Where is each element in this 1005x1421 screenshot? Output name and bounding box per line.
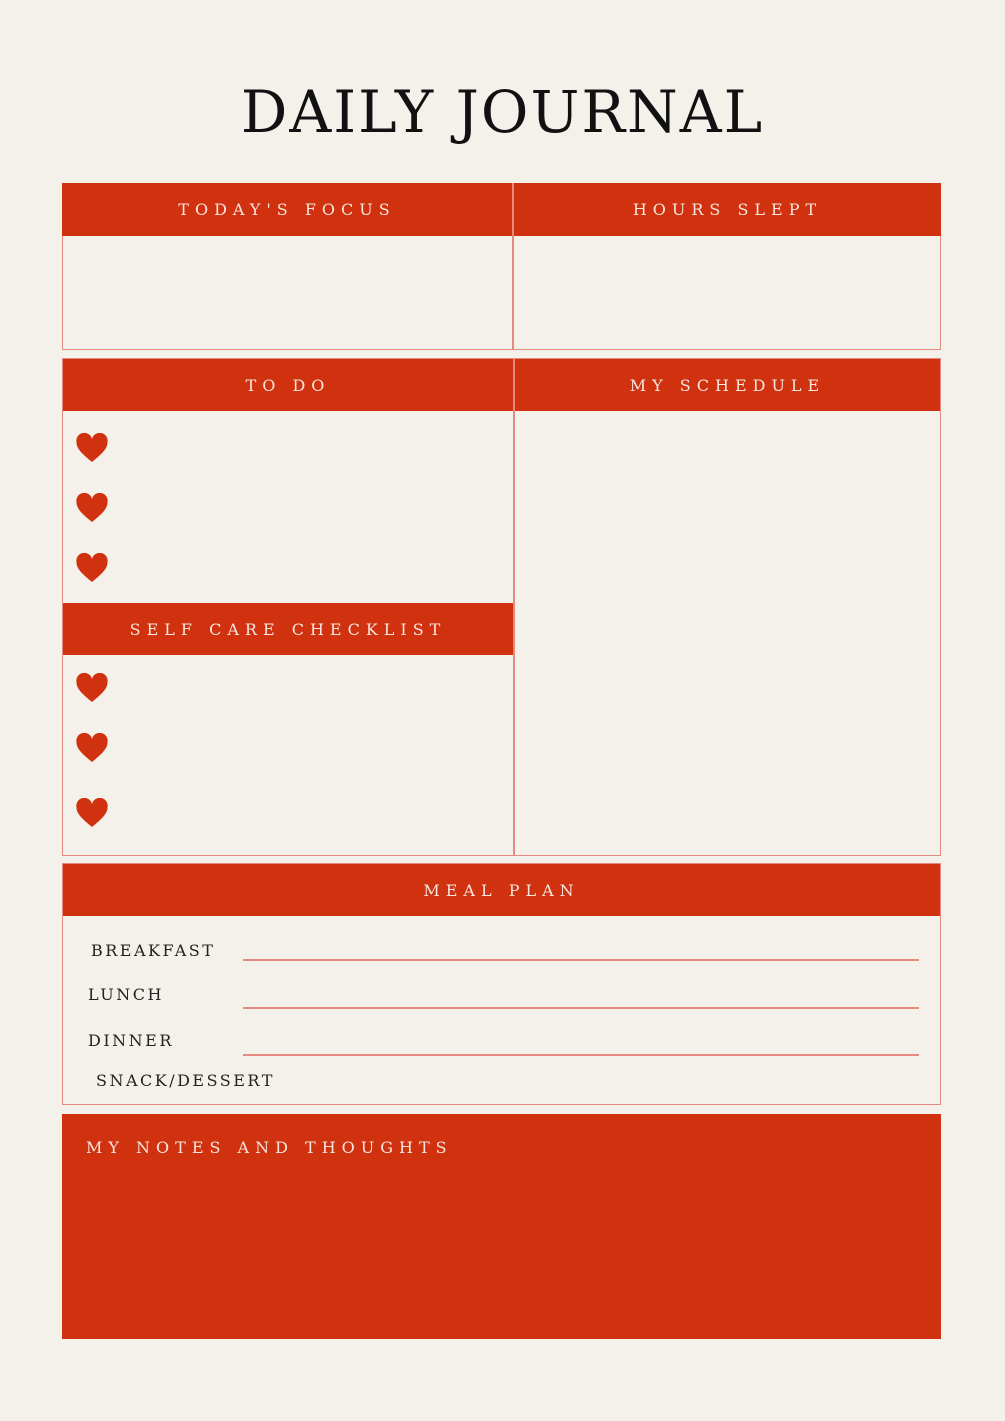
heart-icon[interactable] (75, 433, 109, 463)
meal-plan-header (63, 864, 940, 916)
schedule-header (515, 359, 940, 411)
heart-icon[interactable] (75, 673, 109, 703)
focus-label: TODAY'S FOCUS (178, 200, 396, 219)
hours-slept-label: HOURS SLEPT (632, 200, 823, 219)
hours-slept-header (514, 183, 941, 236)
meal-breakfast-line[interactable] (243, 959, 919, 961)
page-title: DAILY JOURNAL (240, 78, 765, 146)
focus-input-area[interactable] (64, 238, 510, 348)
todo-header (63, 359, 513, 411)
heart-icon[interactable] (75, 798, 109, 828)
meal-lunch-label: LUNCH (88, 985, 164, 1004)
heart-icon[interactable] (75, 493, 109, 523)
hours-slept-input-area[interactable] (515, 238, 939, 348)
notes-panel[interactable] (62, 1114, 941, 1339)
meal-snack-label: SNACK/DESSERT (96, 1071, 275, 1090)
schedule-input-area[interactable] (516, 412, 939, 854)
self-care-label: SELF CARE CHECKLIST (129, 619, 447, 639)
schedule-label: MY SCHEDULE (629, 375, 826, 395)
heart-icon[interactable] (75, 553, 109, 583)
self-care-header (63, 603, 513, 655)
meal-dinner-line[interactable] (243, 1054, 919, 1056)
focus-divider (512, 183, 514, 350)
notes-label: MY NOTES AND THOUGHTS (86, 1138, 453, 1157)
meal-dinner-label: DINNER (88, 1031, 174, 1050)
meal-breakfast-label: BREAKFAST (91, 941, 216, 960)
meal-lunch-line[interactable] (243, 1007, 919, 1009)
todo-label: TO DO (245, 375, 331, 395)
planner-divider (513, 358, 515, 856)
heart-icon[interactable] (75, 733, 109, 763)
focus-header (62, 183, 512, 236)
meal-plan-label: MEAL PLAN (423, 880, 580, 900)
